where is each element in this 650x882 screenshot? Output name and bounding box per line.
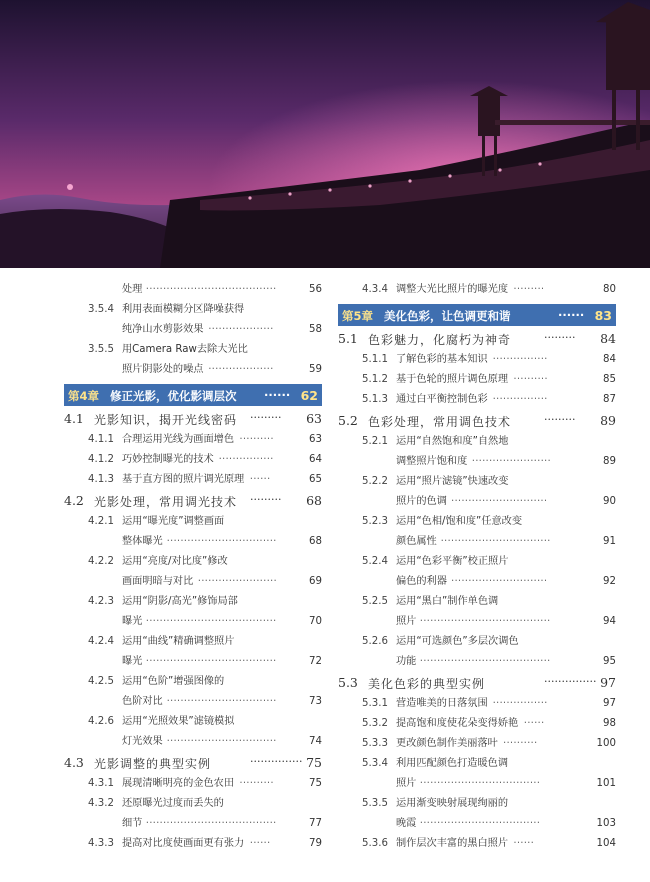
entry-page-number: 68 (309, 536, 322, 547)
toc-entry[interactable] (64, 280, 322, 300)
entry-leader-dots: ······································ (145, 616, 277, 627)
chapter-page-number: 83 (594, 308, 612, 323)
entry-page-number: 87 (603, 394, 616, 405)
toc-entry[interactable] (338, 632, 616, 652)
entry-title: 照片 (396, 616, 417, 627)
toc-entry[interactable] (338, 834, 616, 854)
entry-title: 运用“色彩平衡”校正照片 (396, 556, 509, 567)
section-leader-dots: ··············· (250, 755, 303, 768)
entry-title: 功能 (396, 656, 417, 667)
entry-title: 细节 (122, 818, 143, 829)
section-title: 光影处理，常用调光技术 (94, 495, 238, 509)
toc-entry[interactable] (64, 532, 322, 552)
entry-title: 运用“曝光度”调整画面 (122, 516, 225, 527)
entry-number: 5.1.1 (362, 354, 388, 365)
chapter-page-number: 62 (300, 388, 318, 403)
section-leader-dots: ········· (250, 411, 282, 424)
entry-title: 利用匹配颜色打造暖色调 (396, 758, 509, 769)
toc-entry[interactable] (338, 694, 616, 714)
entry-page-number: 85 (603, 374, 616, 385)
section-page-number: 84 (600, 331, 616, 346)
entry-leader-dots: ································ (166, 696, 277, 707)
entry-title: 运用“光照效果”滤镜模拟 (122, 716, 235, 727)
section-leader-dots: ········· (544, 331, 576, 344)
toc-entry[interactable] (338, 532, 616, 552)
entry-leader-dots: ········· (513, 284, 545, 295)
entry-title: 曝光 (122, 616, 143, 627)
entry-number: 5.2.1 (362, 436, 388, 447)
entry-page-number: 56 (309, 284, 322, 295)
entry-title: 展现清晰明亮的金色农田 (122, 778, 235, 789)
entry-page-number: 63 (309, 434, 322, 445)
section-page-number: 75 (306, 755, 322, 770)
entry-number: 5.1.2 (362, 374, 388, 385)
toc-entry[interactable] (338, 754, 616, 774)
entry-number: 4.3.3 (88, 838, 114, 849)
toc-entry[interactable] (64, 692, 322, 712)
entry-title: 运用“亮度/对比度”修改 (122, 556, 228, 567)
entry-page-number: 64 (309, 454, 322, 465)
chapter-title: 修正光影，优化影调层次 (110, 389, 237, 403)
chapter-number: 第4章 (68, 389, 100, 403)
section-heading[interactable] (338, 328, 616, 350)
entry-leader-dots: ······················· (197, 576, 277, 587)
chapter-leader-dots: ······ (264, 388, 291, 402)
entry-page-number: 77 (309, 818, 322, 829)
section-leader-dots: ········· (544, 413, 576, 426)
entry-leader-dots: ······································ (419, 656, 551, 667)
toc-entry[interactable] (64, 592, 322, 612)
entry-page-number: 100 (596, 738, 616, 749)
entry-title: 运用“曲线”精确调整照片 (122, 636, 235, 647)
section-page-number: 97 (600, 675, 616, 690)
entry-number: 5.3.3 (362, 738, 388, 749)
entry-number: 5.3.2 (362, 718, 388, 729)
toc-entry[interactable] (64, 340, 322, 360)
entry-title: 营造唯美的日落氛围 (396, 698, 488, 709)
entry-number: 4.2.1 (88, 516, 114, 527)
toc-right-column (338, 280, 616, 854)
entry-number: 5.3.1 (362, 698, 388, 709)
toc-entry[interactable] (338, 572, 616, 592)
entry-number: 4.3.2 (88, 798, 114, 809)
entry-page-number: 58 (309, 324, 322, 335)
entry-page-number: 89 (603, 456, 616, 467)
entry-number: 3.5.5 (88, 344, 114, 355)
toc-entry[interactable] (64, 774, 322, 794)
section-title: 光影调整的典型实例 (94, 757, 212, 771)
entry-page-number: 73 (309, 696, 322, 707)
entry-page-number: 80 (603, 284, 616, 295)
entry-title: 曝光 (122, 656, 143, 667)
entry-page-number: 104 (596, 838, 616, 849)
entry-number: 5.2.4 (362, 556, 388, 567)
landscape-photo-icon (0, 0, 650, 268)
section-number: 4.2 (64, 493, 84, 508)
entry-title: 纯净山水剪影效果 (122, 324, 204, 335)
entry-number: 5.2.2 (362, 476, 388, 487)
entry-leader-dots: ··································· (419, 778, 541, 789)
toc-entry[interactable] (64, 572, 322, 592)
entry-number: 5.3.4 (362, 758, 388, 769)
entry-leader-dots: ················ (492, 394, 548, 405)
entry-number: 4.3.1 (88, 778, 114, 789)
toc-entry[interactable] (338, 432, 616, 452)
toc-entry[interactable] (64, 732, 322, 752)
toc-entry[interactable] (64, 360, 322, 380)
entry-page-number: 75 (309, 778, 322, 789)
entry-number: 4.1.1 (88, 434, 114, 445)
entry-title: 照片 (396, 778, 417, 789)
section-number: 5.3 (338, 675, 358, 690)
toc-entry[interactable] (338, 612, 616, 632)
section-heading[interactable] (338, 410, 616, 432)
toc-entry[interactable] (64, 470, 322, 490)
toc-entry[interactable] (338, 592, 616, 612)
entry-number: 5.1.3 (362, 394, 388, 405)
toc-entry[interactable] (64, 512, 322, 532)
toc-entry[interactable] (64, 450, 322, 470)
section-page-number: 89 (600, 413, 616, 428)
toc-entry[interactable] (338, 714, 616, 734)
entry-title: 晚霞 (396, 818, 417, 829)
entry-number: 3.5.4 (88, 304, 114, 315)
entry-page-number: 97 (603, 698, 616, 709)
entry-title: 画面明暗与对比 (122, 576, 194, 587)
section-page-number: 63 (306, 411, 322, 426)
entry-title: 整体曝光 (122, 536, 163, 547)
section-heading[interactable] (64, 752, 322, 774)
entry-page-number: 91 (603, 536, 616, 547)
section-number: 4.1 (64, 411, 84, 426)
entry-title: 照片阴影处的噪点 (122, 364, 204, 375)
entry-number: 4.2.5 (88, 676, 114, 687)
entry-title: 制作层次丰富的黑白照片 (396, 838, 509, 849)
entry-title: 运用渐变映射展现绚丽的 (396, 798, 509, 809)
entry-title: 色阶对比 (122, 696, 163, 707)
entry-title: 调整大光比照片的曝光度 (396, 284, 509, 295)
entry-title: 通过白平衡控制色彩 (396, 394, 488, 405)
entry-page-number: 70 (309, 616, 322, 627)
entry-page-number: 69 (309, 576, 322, 587)
entry-number: 4.2.4 (88, 636, 114, 647)
entry-leader-dots: ······ (523, 718, 545, 729)
toc-entry[interactable] (338, 350, 616, 370)
entry-title: 巧妙控制曝光的技术 (122, 454, 214, 465)
toc-entry[interactable] (64, 652, 322, 672)
section-leader-dots: ··············· (544, 675, 597, 688)
entry-title: 基于色轮的照片调色原理 (396, 374, 509, 385)
entry-title: 运用“色阶”增强图像的 (122, 676, 225, 687)
toc-entry[interactable] (64, 834, 322, 854)
toc-entry[interactable] (338, 814, 616, 834)
entry-leader-dots: ·········· (503, 738, 538, 749)
section-title: 光影知识，揭开光线密码 (94, 413, 238, 427)
toc-entry[interactable] (338, 472, 616, 492)
section-heading[interactable] (64, 408, 322, 430)
entry-leader-dots: ··················· (208, 324, 274, 335)
toc-entry[interactable] (338, 652, 616, 672)
chapter-leader-dots: ······ (558, 308, 585, 322)
entry-leader-dots: ················ (492, 354, 548, 365)
toc-entry[interactable] (338, 390, 616, 410)
entry-title: 还原曝光过度而丢失的 (122, 798, 224, 809)
entry-title: 运用“阴影/高光”修饰局部 (122, 596, 238, 607)
toc-left-column (64, 280, 322, 854)
entry-leader-dots: ································ (166, 536, 277, 547)
toc-entry[interactable] (338, 280, 616, 300)
entry-number: 4.2.3 (88, 596, 114, 607)
entry-page-number: 79 (309, 838, 322, 849)
entry-title: 运用“色相/饱和度”任意改变 (396, 516, 523, 527)
entry-title: 基于直方图的照片调光原理 (122, 474, 245, 485)
section-leader-dots: ········· (250, 493, 282, 506)
entry-page-number: 72 (309, 656, 322, 667)
chapter-number: 第5章 (342, 309, 374, 323)
section-title: 色彩魅力，化腐朽为神奇 (368, 333, 512, 347)
entry-leader-dots: ······································ (145, 818, 277, 829)
entry-leader-dots: ················ (492, 698, 548, 709)
entry-title: 照片的色调 (396, 496, 447, 507)
entry-title: 运用“照片滤镜”快速改变 (396, 476, 509, 487)
toc-entry[interactable] (338, 552, 616, 572)
toc-entry[interactable] (338, 794, 616, 814)
entry-leader-dots: ··················· (208, 364, 274, 375)
entry-page-number: 74 (309, 736, 322, 747)
entry-leader-dots: ································ (440, 536, 551, 547)
entry-title: 提高饱和度使花朵变得娇艳 (396, 718, 519, 729)
section-title: 色彩处理，常用调色技术 (368, 415, 512, 429)
toc-entry[interactable] (64, 814, 322, 834)
entry-page-number: 103 (596, 818, 616, 829)
toc-entry[interactable] (64, 712, 322, 732)
entry-title: 合理运用光线为画面增色 (122, 434, 235, 445)
toc-entry[interactable] (64, 632, 322, 652)
entry-page-number: 101 (596, 778, 616, 789)
section-number: 5.1 (338, 331, 358, 346)
toc-entry[interactable] (64, 320, 322, 340)
entry-leader-dots: ··································· (419, 818, 541, 829)
entry-leader-dots: ······································ (145, 656, 277, 667)
entry-title: 了解色彩的基本知识 (396, 354, 488, 365)
entry-page-number: 92 (603, 576, 616, 587)
chapter-title: 美化色彩，让色调更和谐 (384, 309, 511, 323)
entry-leader-dots: ······ (249, 838, 271, 849)
toc-entry[interactable] (64, 612, 322, 632)
entry-number: 4.3.4 (362, 284, 388, 295)
section-number: 5.2 (338, 413, 358, 428)
toc-entry[interactable] (338, 774, 616, 794)
entry-page-number: 65 (309, 474, 322, 485)
entry-number: 4.2.2 (88, 556, 114, 567)
entry-title: 偏色的利器 (396, 576, 447, 587)
toc-entry[interactable] (64, 552, 322, 572)
toc-entry[interactable] (338, 492, 616, 512)
entry-page-number: 98 (603, 718, 616, 729)
entry-page-number: 90 (603, 496, 616, 507)
entry-title: 运用“可选颜色”多层次调色 (396, 636, 519, 647)
entry-number: 5.2.6 (362, 636, 388, 647)
entry-leader-dots: ······································ (145, 284, 277, 295)
entry-leader-dots: ·········· (513, 374, 548, 385)
entry-leader-dots: ················ (218, 454, 274, 465)
entry-leader-dots: ···························· (451, 576, 548, 587)
entry-title: 提高对比度使画面更有张力 (122, 838, 245, 849)
section-heading[interactable] (338, 672, 616, 694)
entry-leader-dots: ······································ (419, 616, 551, 627)
entry-title: 更改颜色制作美丽落叶 (396, 738, 498, 749)
entry-page-number: 84 (603, 354, 616, 365)
toc-entry[interactable] (64, 794, 322, 814)
entry-number: 5.3.5 (362, 798, 388, 809)
header-photo (0, 0, 650, 268)
entry-title: 利用表面模糊分区降噪获得 (122, 304, 245, 315)
entry-number: 4.1.2 (88, 454, 114, 465)
entry-number: 5.3.6 (362, 838, 388, 849)
chapter-heading[interactable] (338, 304, 616, 326)
entry-title: 运用“自然饱和度”自然地 (396, 436, 509, 447)
entry-title: 处理 (122, 284, 143, 295)
section-page-number: 68 (306, 493, 322, 508)
entry-number: 5.2.5 (362, 596, 388, 607)
entry-number: 4.2.6 (88, 716, 114, 727)
section-heading[interactable] (64, 490, 322, 512)
entry-title: 用Camera Raw去除大光比 (122, 344, 248, 355)
section-number: 4.3 (64, 755, 84, 770)
toc-entry[interactable] (64, 300, 322, 320)
entry-leader-dots: ································ (166, 736, 277, 747)
toc-entry[interactable] (64, 430, 322, 450)
entry-title: 灯光效果 (122, 736, 163, 747)
toc-entry[interactable] (338, 370, 616, 390)
entry-leader-dots: ······················· (471, 456, 551, 467)
entry-leader-dots: ·········· (239, 434, 274, 445)
entry-page-number: 59 (309, 364, 322, 375)
entry-leader-dots: ·········· (239, 778, 274, 789)
entry-title: 颜色属性 (396, 536, 437, 547)
entry-leader-dots: ······ (513, 838, 535, 849)
entry-title: 运用“黑白”制作单色调 (396, 596, 499, 607)
entry-number: 4.1.3 (88, 474, 114, 485)
entry-title: 调整照片饱和度 (396, 456, 468, 467)
toc-entry[interactable] (338, 512, 616, 532)
toc-entry[interactable] (338, 452, 616, 472)
toc-entry[interactable] (338, 734, 616, 754)
entry-page-number: 94 (603, 616, 616, 627)
entry-leader-dots: ······ (249, 474, 271, 485)
entry-leader-dots: ···························· (451, 496, 548, 507)
entry-page-number: 95 (603, 656, 616, 667)
toc-entry[interactable] (64, 672, 322, 692)
entry-number: 5.2.3 (362, 516, 388, 527)
section-title: 美化色彩的典型实例 (368, 677, 486, 691)
chapter-heading[interactable] (64, 384, 322, 406)
